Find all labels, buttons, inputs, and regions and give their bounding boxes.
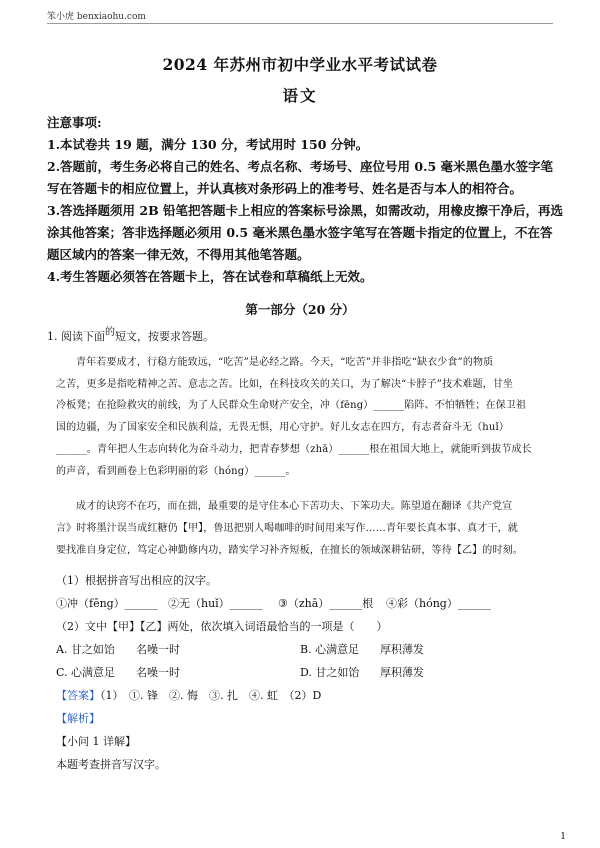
- analysis-label: 【解析】: [56, 712, 100, 725]
- notice-line: 2.答题前，考生务必将自己的姓名、考点名称、考场号、座位号用 0.5 毫米黑色墨水签字笔: [47, 159, 554, 174]
- option-label: C. 心满意足: [56, 666, 116, 679]
- passage-line: 冷板凳；在抢险救灾的前线，为了人民群众生命财产安全，冲（fēng）______陷阵、不怕牺牲；在保卫祖: [56, 400, 527, 412]
- notice-section: [47, 112, 564, 288]
- passage-line: 之苦，更多是指吃精神之苦、意志之苦。比如，在科技攻关的关口，为了解决“卡脖子”技术难题，甘坐: [56, 378, 514, 390]
- detail-heading: 【小问 1 详解】: [56, 735, 136, 748]
- option-label: 名噪一时: [136, 666, 180, 679]
- option-label: D. 甘之如饴: [300, 666, 360, 679]
- pinyin-item: ④彩（hóng）______: [386, 597, 491, 610]
- option-label: 厚积薄发: [380, 666, 424, 679]
- option-label: 厚积薄发: [380, 643, 424, 656]
- pinyin-item: ③（zhā）______根: [278, 597, 374, 610]
- notice-line: 题区域内的答案一律无效，不得用其他笔答题。: [47, 247, 310, 262]
- pinyin-item: ①冲（fēng）______: [56, 597, 158, 610]
- notice-line: 写在答题卡的相应位置上，并认真核对条形码上的准考号、姓名是否与本人的相符合。: [47, 181, 523, 196]
- section-title: 第一部分（20 分）: [245, 302, 355, 317]
- detail-text: 本题考查拼音写汉字。: [56, 758, 166, 771]
- question-lead-text: 短文，按要求答题。: [115, 330, 214, 343]
- subquestion-1-prompt: （1）根据拼音写出相应的汉字。: [56, 574, 217, 587]
- notice-line: 1.本试卷共 19 题，满分 130 分，考试用时 150 分钟。: [47, 137, 369, 152]
- passage-line: 言》时将墨汁误当成红糖仍【甲】，鲁迅把别人喝咖啡的时间用来写作……青年要长真本事、真才干，就: [56, 522, 518, 534]
- passage-line: ______。青年把人生志向转化为奋斗动力，把青春梦想（zhā）______根在祖国大地上，就能听到拔节成长: [56, 443, 532, 455]
- pinyin-items-row: [56, 592, 556, 615]
- notice-line: 涂其他答案；答非选择题必须用 0.5 毫米黑色墨水签字笔写在答题卡指定的位置上，不在答: [47, 225, 553, 240]
- question-lead-text: 1. 阅读下面: [47, 330, 105, 343]
- answer-content: （1） ①. 锋 ②. 悔 ③. 扎 ④. 虹 （2）D: [100, 689, 322, 702]
- question-lead-raised: 的: [105, 327, 115, 338]
- notice-line: 3.答选择题须用 2B 铅笔把答题卡上相应的答案标号涂黑，如需改动，用橡皮擦干净后，再选: [47, 203, 564, 218]
- passage-line: 成才的诀窍不在巧，而在拙，最重要的是守住本心下苦功夫、下笨功夫。陈望道在翻译《共产党宣: [76, 501, 513, 513]
- exam-subject: 语文: [282, 86, 318, 105]
- question-1-lead: [47, 328, 214, 344]
- header-divider: [47, 23, 553, 24]
- question-1-subquestions: [56, 569, 556, 776]
- page-number: 1: [560, 832, 566, 842]
- site-watermark: 笨小虎 benxiaohu.com: [47, 12, 146, 22]
- passage-line: 的声音，看到画卷上色彩明丽的彩（hóng）______。: [56, 465, 296, 477]
- option-label: 名噪一时: [136, 643, 180, 656]
- answer-label: 【答案】: [56, 689, 100, 702]
- passage-line: 青年若要成才，行稳方能致远，“吃苦”是必经之路。今天，“吃苦”并非指吃“缺衣少食”的物质: [76, 357, 494, 368]
- reading-passage: [56, 352, 556, 561]
- passage-line: 要找准自身定位，笃定心神勤修内功，踏实学习补齐短板，在擅长的领域深耕钻研，等待【乙】的时刻。: [56, 544, 523, 556]
- option-label: A. 甘之如饴: [56, 643, 115, 656]
- notice-line: 4.考生答题必须答在答题卡上，答在试卷和草稿纸上无效。: [47, 269, 373, 284]
- option-row: [56, 638, 556, 661]
- exam-title: 2024 年苏州市初中学业水平考试试卷: [162, 55, 438, 74]
- answer-line: [56, 684, 556, 707]
- notice-heading: 注意事项:: [47, 115, 102, 130]
- subquestion-2-prompt: （2）文中【甲】【乙】两处，依次填入词语最恰当的一项是（ ）: [56, 620, 388, 633]
- pinyin-item: ②无（huǐ）______: [168, 597, 263, 610]
- passage-line: 国的边疆，为了国家安全和民族利益，无畏无惧，用心守护。好儿女志在四方，有志者奋斗无（huǐ）: [56, 422, 509, 434]
- option-label: B. 心满意足: [300, 643, 360, 656]
- option-row: [56, 661, 556, 684]
